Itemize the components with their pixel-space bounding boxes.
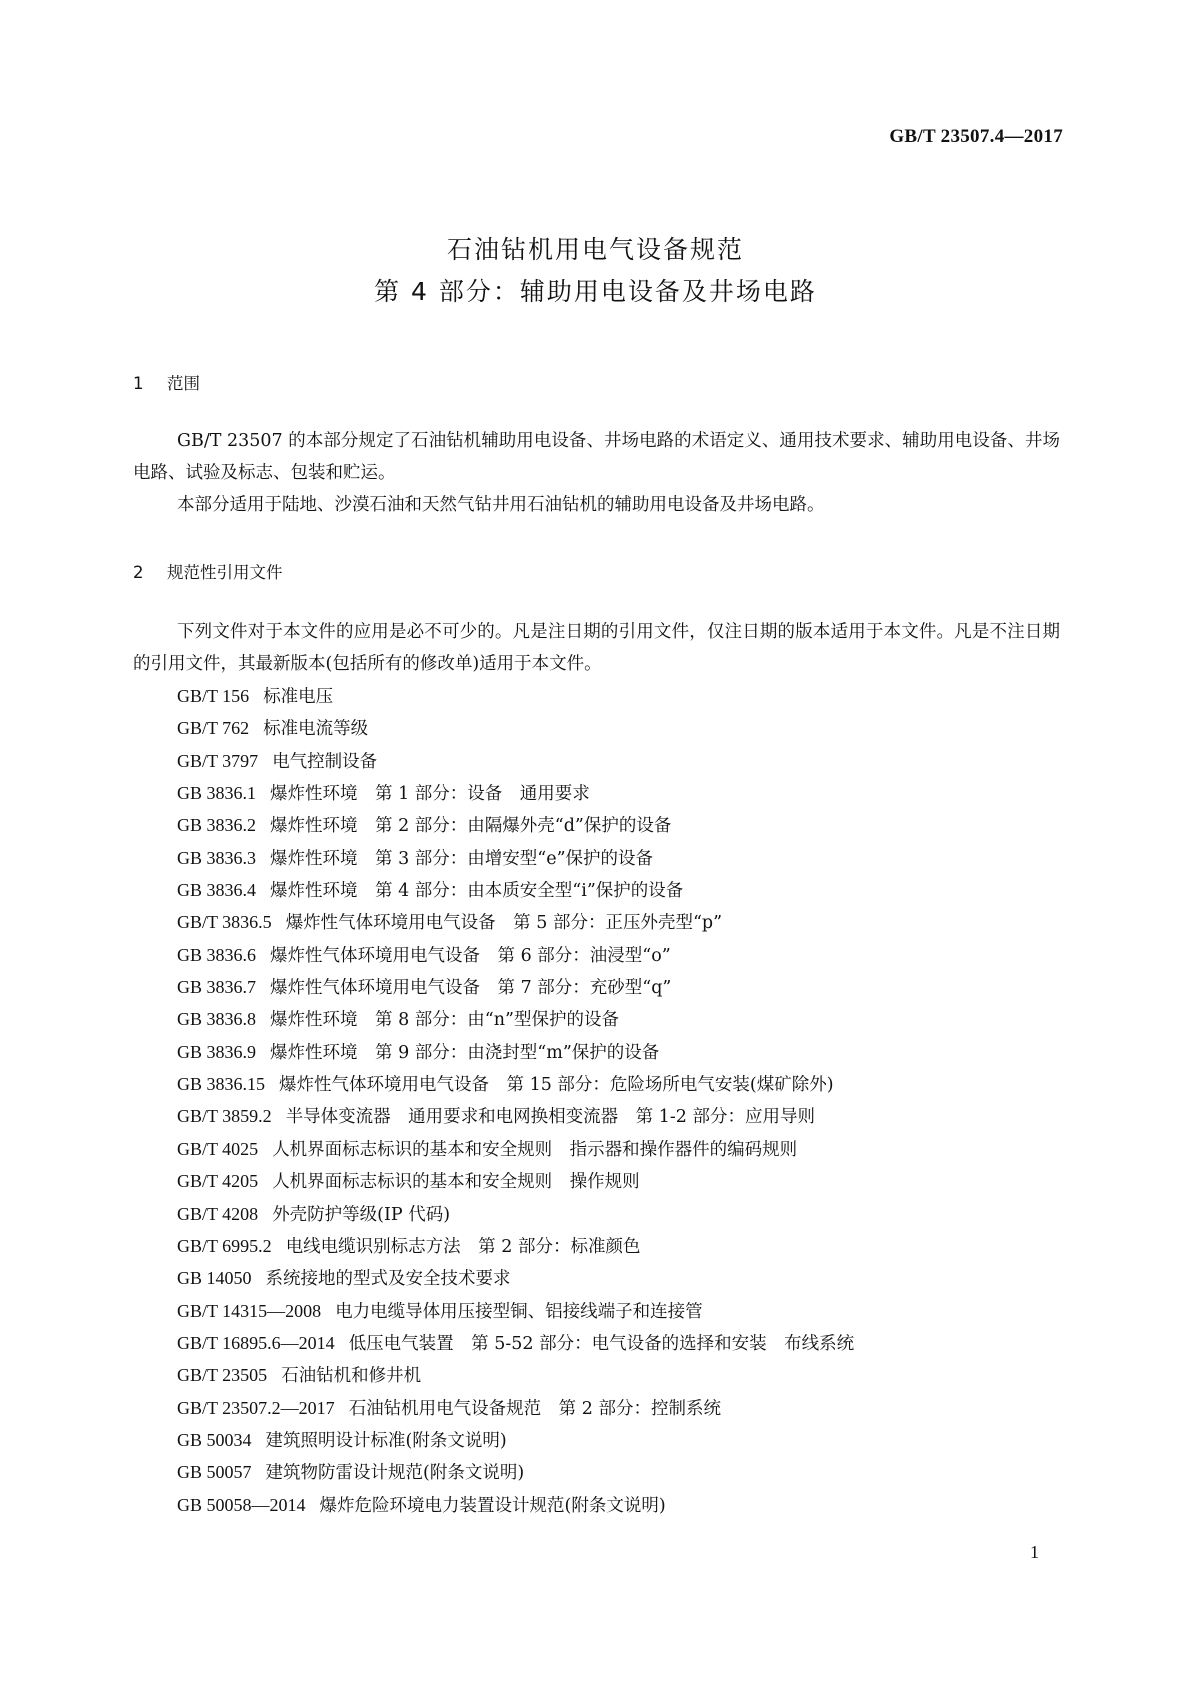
reference-item [177, 1424, 854, 1456]
reference-list [177, 680, 854, 1521]
reference-item [177, 1327, 854, 1359]
reference-title: 电力电缆导体用压接型铜、铝接线端子和连接管 [335, 1301, 703, 1322]
reference-code: GB 3836.4 [177, 880, 257, 901]
reference-code: GB 3836.2 [177, 815, 257, 836]
document-title: 石油钻机用电气设备规范 [446, 235, 744, 264]
reference-item [177, 1133, 854, 1165]
reference-item [177, 1230, 854, 1262]
document-subtitle: 第 4 部分：辅助用电设备及井场电路 [374, 277, 817, 306]
page-number: 1 [1030, 1542, 1039, 1562]
reference-code: GB/T 3836.5 [177, 912, 272, 933]
reference-item [177, 777, 854, 809]
reference-title: 爆炸性环境 第 2 部分：由隔爆外壳“d”保护的设备 [270, 816, 672, 837]
reference-code: GB/T 4205 [177, 1171, 259, 1192]
reference-code: GB 3836.8 [177, 1009, 257, 1030]
reference-title: 爆炸性环境 第 1 部分：设备 通用要求 [270, 784, 590, 805]
reference-title: 爆炸性气体环境用电气设备 第 7 部分：充砂型“q” [270, 978, 672, 999]
reference-title: 建筑物防雷设计规范(附条文说明) [265, 1463, 525, 1484]
reference-title: 爆炸性气体环境用电气设备 第 15 部分：危险场所电气安装(煤矿除外) [279, 1075, 834, 1096]
reference-title: 电气控制设备 [272, 751, 378, 772]
reference-item [177, 1036, 854, 1068]
section-heading-scope [133, 370, 200, 394]
reference-item [177, 1295, 854, 1327]
reference-item [177, 874, 854, 906]
reference-item [177, 1100, 854, 1132]
reference-title: 爆炸危险环境电力装置设计规范(附条文说明) [319, 1495, 666, 1516]
reference-item [177, 1489, 854, 1521]
reference-code: GB 3836.1 [177, 783, 257, 804]
reference-code: GB/T 762 [177, 718, 250, 739]
reference-code: GB 3836.9 [177, 1041, 257, 1062]
reference-item [177, 1198, 854, 1230]
reference-code: GB 50058—2014 [177, 1494, 306, 1515]
reference-item [177, 939, 854, 971]
reference-title: 外壳防护等级(IP 代码) [272, 1204, 451, 1225]
reference-title: 低压电气装置 第 5-52 部分：电气设备的选择和安装 布线系统 [348, 1333, 855, 1354]
reference-code: GB 3836.7 [177, 977, 257, 998]
reference-title: 标准电流等级 [263, 719, 369, 740]
reference-code: GB/T 156 [177, 686, 250, 706]
reference-code: GB/T 6995.2 [177, 1235, 272, 1256]
section-number: 2 [133, 563, 144, 582]
reference-item [177, 842, 854, 874]
reference-title: 建筑照明设计标准(附条文说明) [265, 1430, 507, 1451]
reference-code: GB/T 14315—2008 [177, 1300, 322, 1321]
reference-item [177, 1359, 854, 1391]
reference-code: GB/T 23507.2—2017 [177, 1397, 335, 1418]
reference-title: 石油钻机和修井机 [281, 1366, 422, 1387]
reference-item [177, 971, 854, 1003]
section-heading-normative-references [133, 559, 283, 583]
reference-code: GB/T 4025 [177, 1138, 259, 1159]
reference-code: GB 3836.15 [177, 1074, 266, 1095]
reference-item [177, 1392, 854, 1424]
reference-title: 爆炸性环境 第 3 部分：由增安型“e”保护的设备 [270, 848, 654, 869]
scope-paragraph-1: GB/T 23507 的本部分规定了石油钻机辅助用电设备、井场电路的术语定义、通用技术要求、辅助用电设备、井场电路、试验及标志、包装和贮运。 [133, 431, 1060, 483]
section-title: 范围 [167, 374, 200, 393]
reference-code: GB/T 3859.2 [177, 1106, 272, 1127]
reference-code: GB 3836.6 [177, 944, 257, 965]
reference-item [177, 809, 854, 841]
reference-title: 半导体变流器 通用要求和电网换相变流器 第 1-2 部分：应用导则 [285, 1107, 815, 1128]
references-intro-paragraph: 下列文件对于本文件的应用是必不可少的。凡是注日期的引用文件，仅注日期的版本适用于本文件。凡是不注日期的引用文件，其最新版本(包括所有的修改单)适用于本文件。 [133, 622, 1060, 674]
reference-code: GB/T 3797 [177, 750, 259, 771]
scope-paragraph-2: 本部分适用于陆地、沙漠石油和天然气钻井用石油钻机的辅助用电设备及井场电路。 [177, 495, 825, 515]
reference-title: 爆炸性气体环境用电气设备 第 6 部分：油浸型“o” [270, 945, 671, 966]
reference-title: 石油钻机用电气设备规范 第 2 部分：控制系统 [348, 1398, 721, 1419]
reference-title: 爆炸性环境 第 8 部分：由“n”型保护的设备 [270, 1010, 619, 1031]
reference-title: 电线电缆识别标志方法 第 2 部分：标准颜色 [285, 1236, 641, 1257]
standard-number: GB/T 23507.4—2017 [889, 126, 1063, 147]
reference-title: 人机界面标志标识的基本和安全规则 操作规则 [272, 1172, 640, 1193]
reference-item [177, 680, 854, 712]
reference-item [177, 745, 854, 777]
reference-code: GB/T 16895.6—2014 [177, 1332, 335, 1353]
reference-item [177, 1262, 854, 1294]
reference-item [177, 906, 854, 938]
section-number: 1 [133, 374, 144, 393]
reference-title: 人机界面标志标识的基本和安全规则 指示器和操作器件的编码规则 [272, 1139, 798, 1160]
reference-code: GB 50057 [177, 1462, 252, 1483]
reference-title: 系统接地的型式及安全技术要求 [265, 1269, 511, 1290]
reference-title: 标准电压 [263, 687, 334, 707]
reference-code: GB/T 4208 [177, 1203, 259, 1224]
reference-title: 爆炸性环境 第 9 部分：由浇封型“m”保护的设备 [270, 1042, 660, 1063]
reference-title: 爆炸性环境 第 4 部分：由本质安全型“i”保护的设备 [270, 881, 684, 902]
reference-item [177, 1003, 854, 1035]
reference-code: GB/T 23505 [177, 1365, 268, 1386]
reference-code: GB 14050 [177, 1268, 252, 1289]
section-title: 规范性引用文件 [167, 563, 283, 582]
reference-item [177, 1165, 854, 1197]
reference-item [177, 712, 854, 744]
reference-code: GB 50034 [177, 1429, 252, 1450]
reference-item [177, 1456, 854, 1488]
reference-item [177, 1068, 854, 1100]
reference-title: 爆炸性气体环境用电气设备 第 5 部分：正压外壳型“p” [285, 913, 723, 934]
reference-code: GB 3836.3 [177, 847, 257, 868]
